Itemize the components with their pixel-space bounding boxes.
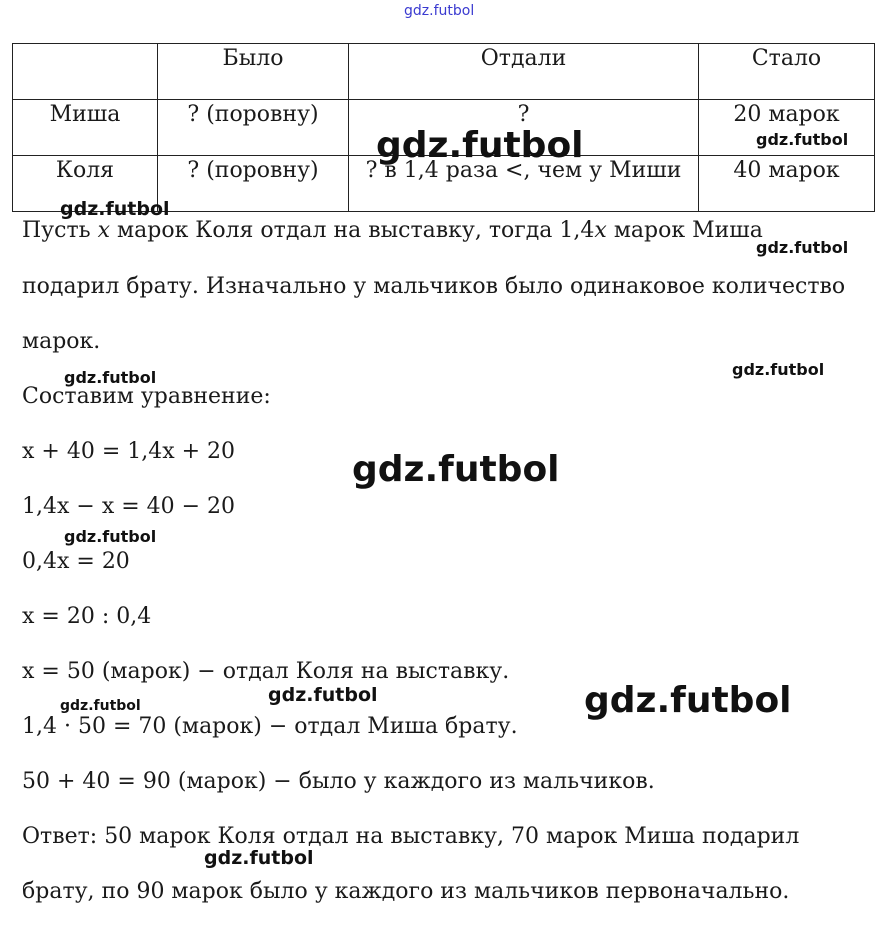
watermark: gdz.futbol [756,130,849,149]
watermark: gdz.futbol [268,684,378,706]
equation-7: 50 + 40 = 90 (марок) − было у каждого из мальчиков. [22,769,655,794]
equation-5: x = 50 (марок) − отдал Коля на выставку. [22,659,510,684]
table-header-cell: Было [158,44,349,100]
equation-3: 0,4x = 20 [22,549,130,574]
table-header-row [13,44,875,100]
text-span: марок Коля отдал на выставку, тогда 1,4 [110,218,595,243]
table-cell: Коля [13,156,158,212]
watermark: gdz.futbol [732,360,825,379]
table-cell: ? в 1,4 раза <, чем у Миши [349,156,699,212]
table-cell: ? [349,100,699,156]
table-header-cell [13,44,158,100]
watermark: gdz.futbol [352,449,560,490]
watermark: gdz.futbol [60,698,141,714]
paragraph-line-1 [22,220,763,242]
watermark: gdz.futbol [756,238,849,257]
watermark: gdz.futbol [64,527,157,546]
table-cell: 20 марок [699,100,875,156]
variable-x: x [97,218,111,243]
watermark: gdz.futbol [376,125,584,166]
paragraph-line-3: марок. [22,329,101,354]
watermark: gdz.futbol [584,680,792,721]
text-span: Пусть [22,218,98,243]
watermark: gdz.futbol [60,198,170,220]
table-cell: 40 марок [699,156,875,212]
watermark: gdz.futbol [404,3,475,19]
equation-4: x = 20 : 0,4 [22,604,152,629]
equation-1: x + 40 = 1,4x + 20 [22,439,236,464]
table-cell: ? (поровну) [158,100,349,156]
answer-line-1: Ответ: 50 марок Коля отдал на выставку, 70 марок Миша подарил [22,824,800,849]
equation-6: 1,4 · 50 = 70 (марок) − отдал Миша брату. [22,714,518,739]
paragraph-line-2: подарил брату. Изначально у мальчиков было одинаковое количество [22,274,846,299]
watermark: gdz.futbol [64,368,157,387]
variable-x: x [594,218,607,243]
table-cell: Миша [13,100,158,156]
answer-line-2: брату, по 90 марок было у каждого из мальчиков первоначально. [22,879,790,904]
equation-intro: Составим уравнение: [22,384,271,409]
table-header-cell: Стало [699,44,875,100]
table-cell: ? (поровну) [158,156,349,212]
text-span: марок Миша [606,218,763,243]
watermark: gdz.futbol [204,847,314,869]
table-header-cell: Отдали [349,44,699,100]
equation-2: 1,4x − x = 40 − 20 [22,494,236,519]
